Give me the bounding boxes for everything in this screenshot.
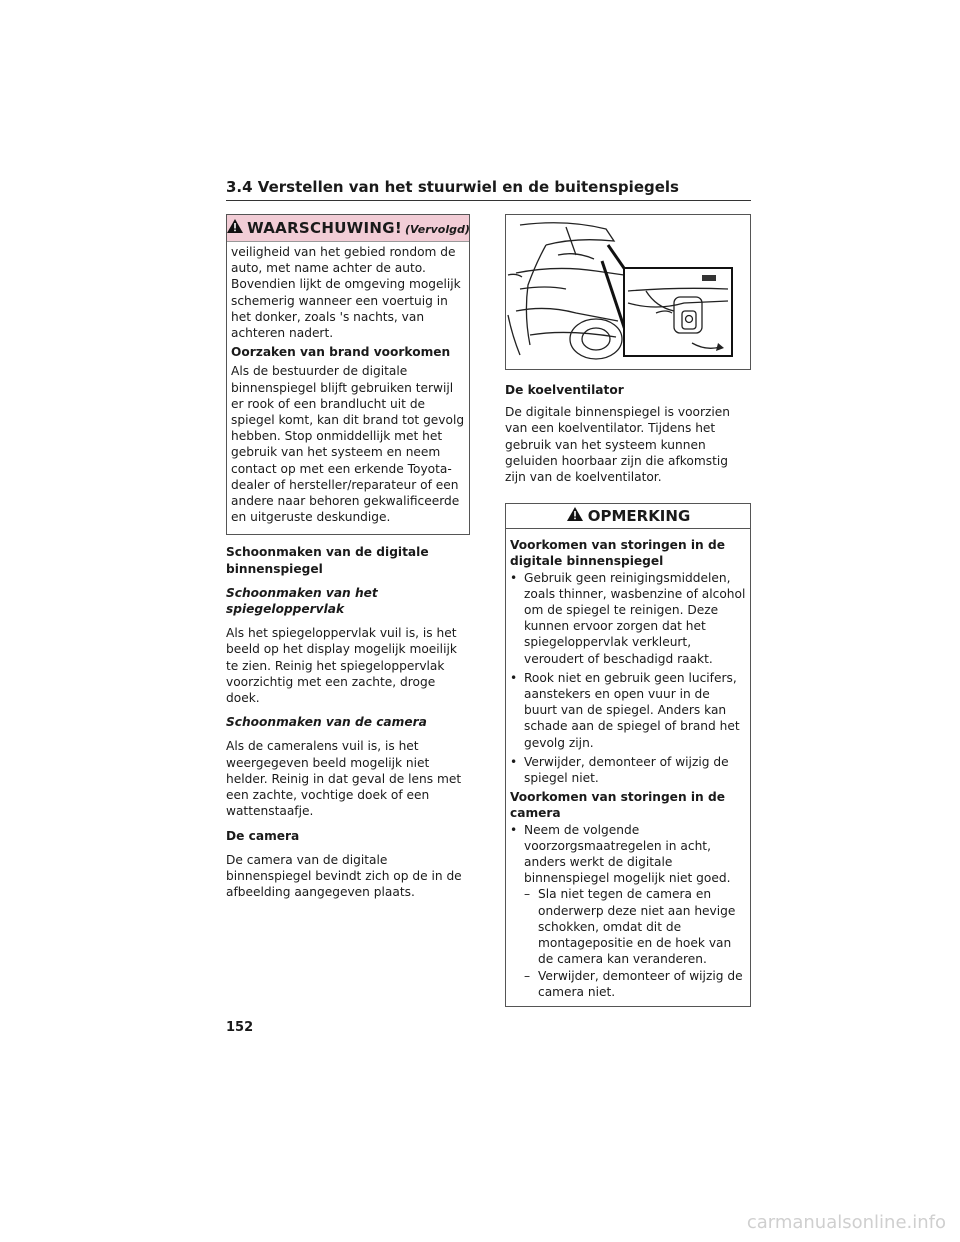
heading-cleaning: Schoonmaken van de digitale binnenspiegel: [226, 545, 429, 576]
note-heading: Voorkomen van storingen in de camera: [510, 790, 725, 821]
note-heading: Voorkomen van storingen in de digitale binnenspiegel: [510, 538, 725, 569]
heading-camera: De camera: [226, 828, 300, 843]
list-item: • Neem de volgende voorzorgsmaatregelen in acht, anders werkt de digitale binnenspiegel mogelijk niet goed.: [510, 822, 731, 886]
note-title: OPMERKING: [587, 507, 691, 526]
camera-location-figure: [505, 214, 751, 370]
paragraph-fan: De digitale binnenspiegel is voorzien van een koelventilator. Tijdens het gebruik van het systeem kunnen geluiden hoorbaar zijn die afkomstig zijn van de koelventilator.: [505, 405, 731, 485]
subheading-mirror: Schoonmaken van het spiegeloppervlak: [226, 585, 378, 617]
note-body: [506, 529, 750, 1006]
paragraph-camera: De camera van de digitale binnenspiegel bevindt zich op de in de afbeelding aangegeven plaats.: [226, 852, 462, 900]
warning-continued: (Vervolgd): [405, 223, 470, 236]
sub-list-item: – Sla niet tegen de camera en onderwerp deze niet aan hevige schokken, omdat dit de montagepositie en de hoek van de camera kan veranderen.: [524, 887, 736, 967]
list-item: • Rook niet en gebruik geen lucifers, aanstekers en open vuur in de buurt van de spiegel. Anders kan schade aan de spiegel of brand het gevolg zijn.: [510, 670, 740, 750]
watermark: carmanualsonline.info: [746, 1212, 946, 1233]
note-title-bar: [506, 504, 750, 529]
left-column: [226, 214, 470, 908]
section-header: 3.4 Verstellen van het stuurwiel en de buitenspiegels: [226, 178, 751, 201]
car-rear-illustration: [506, 215, 750, 369]
heading-fan: De koelventilator: [505, 383, 624, 397]
warning-title: WAARSCHUWING!: [247, 219, 403, 237]
list-item: • Verwijder, demonteer of wijzig de spiegel niet.: [510, 754, 729, 786]
paragraph-camera-cleaning: Als de cameralens vuil is, is het weergegeven beeld mogelijk niet helder. Reinig in dat geval de lens met een zachte, vochtige doek of een wattenstaafje.: [226, 739, 462, 819]
warning-box: [226, 214, 470, 535]
warning-heading: Oorzaken van brand voorkomen: [231, 345, 451, 360]
warning-paragraph: Als de bestuurder de digitale binnenspiegel blijft gebruiken terwijl er rook of een brandlucht uit de spiegel komt, kan dit brand tot gevolg hebben. Stop onmiddellijk met het gebruik van het systeem en neem contact op met een erkende Toyota-dealer of hersteller/reparateur of een andere naar behoren gekwalificeerde en uitgeruste deskundige.: [231, 364, 465, 525]
right-column: [505, 214, 751, 1007]
warning-icon: [566, 506, 584, 526]
list-item: • Gebruik geen reinigingsmiddelen, zoals thinner, wasbenzine of alcohol om de spiegel te reinigen. Deze kunnen ervoor zorgen dat het spiegeloppervlak verkleurt, veroudert of beschadigd raakt.: [510, 570, 746, 666]
warning-body: [227, 242, 469, 534]
page-number: 152: [226, 1020, 254, 1035]
sub-list-item: – Verwijder, demonteer of wijzig de camera niet.: [524, 968, 743, 999]
left-content: [226, 544, 470, 900]
subheading-camera-cleaning: Schoonmaken van de camera: [226, 715, 427, 730]
warning-title-bar: [227, 215, 469, 242]
warning-icon: [226, 218, 244, 238]
note-box: [505, 503, 751, 1007]
paragraph-mirror: Als het spiegeloppervlak vuil is, is het beeld op het display mogelijk moeilijk te zien. Reinig het spiegeloppervlak voorzichtig met een zachte, droge doek.: [226, 626, 457, 706]
warning-paragraph: veiligheid van het gebied rondom de auto, met name achter de auto. Bovendien lijkt de omgeving mogelijk schemerig wanneer een voertuig in het donker, zoals 's nachts, van achteren nadert.: [231, 245, 461, 341]
